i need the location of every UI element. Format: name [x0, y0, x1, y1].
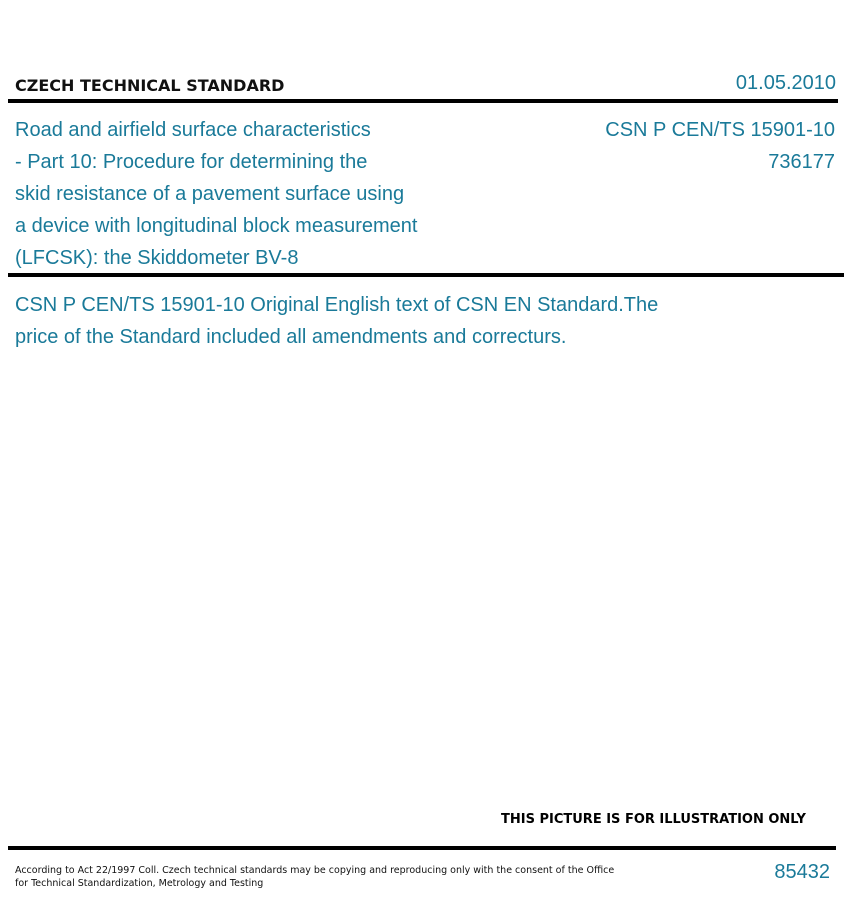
footer-number: 85432	[774, 861, 830, 883]
standard-title-line: - Part 10: Procedure for determining the	[15, 151, 368, 173]
standard-title-line: (LFCSK): the Skiddometer BV-8	[15, 247, 299, 269]
catalog-number: 736177	[768, 151, 835, 173]
legal-notice	[15, 864, 615, 890]
description-line: CSN P CEN/TS 15901-10 Original English text of CSN EN Standard.The	[15, 294, 659, 316]
standard-title-line: skid resistance of a pavement surface using	[15, 183, 405, 205]
publication-date: 01.05.2010	[735, 72, 836, 94]
standard-title	[15, 114, 485, 274]
standard-description	[15, 289, 775, 353]
standard-code: CSN P CEN/TS 15901-10	[605, 119, 835, 141]
document-type-label: CZECH TECHNICAL STANDARD	[15, 76, 285, 95]
legal-notice-line: for Technical Standardization, Metrology and Testing	[15, 878, 264, 889]
description-line: price of the Standard included all amendments and correcturs.	[15, 326, 567, 348]
top-divider	[8, 99, 838, 103]
illustration-disclaimer: THIS PICTURE IS FOR ILLUSTRATION ONLY	[501, 812, 806, 827]
bottom-divider	[8, 846, 836, 850]
standard-title-line: a device with longitudinal block measurement	[15, 215, 418, 237]
middle-divider	[8, 273, 844, 277]
standard-title-line: Road and airfield surface characteristics	[15, 119, 371, 141]
legal-notice-line: According to Act 22/1997 Coll. Czech technical standards may be copying and reproducing only with the consent of the Office	[15, 865, 615, 876]
standard-identifiers	[605, 114, 835, 178]
